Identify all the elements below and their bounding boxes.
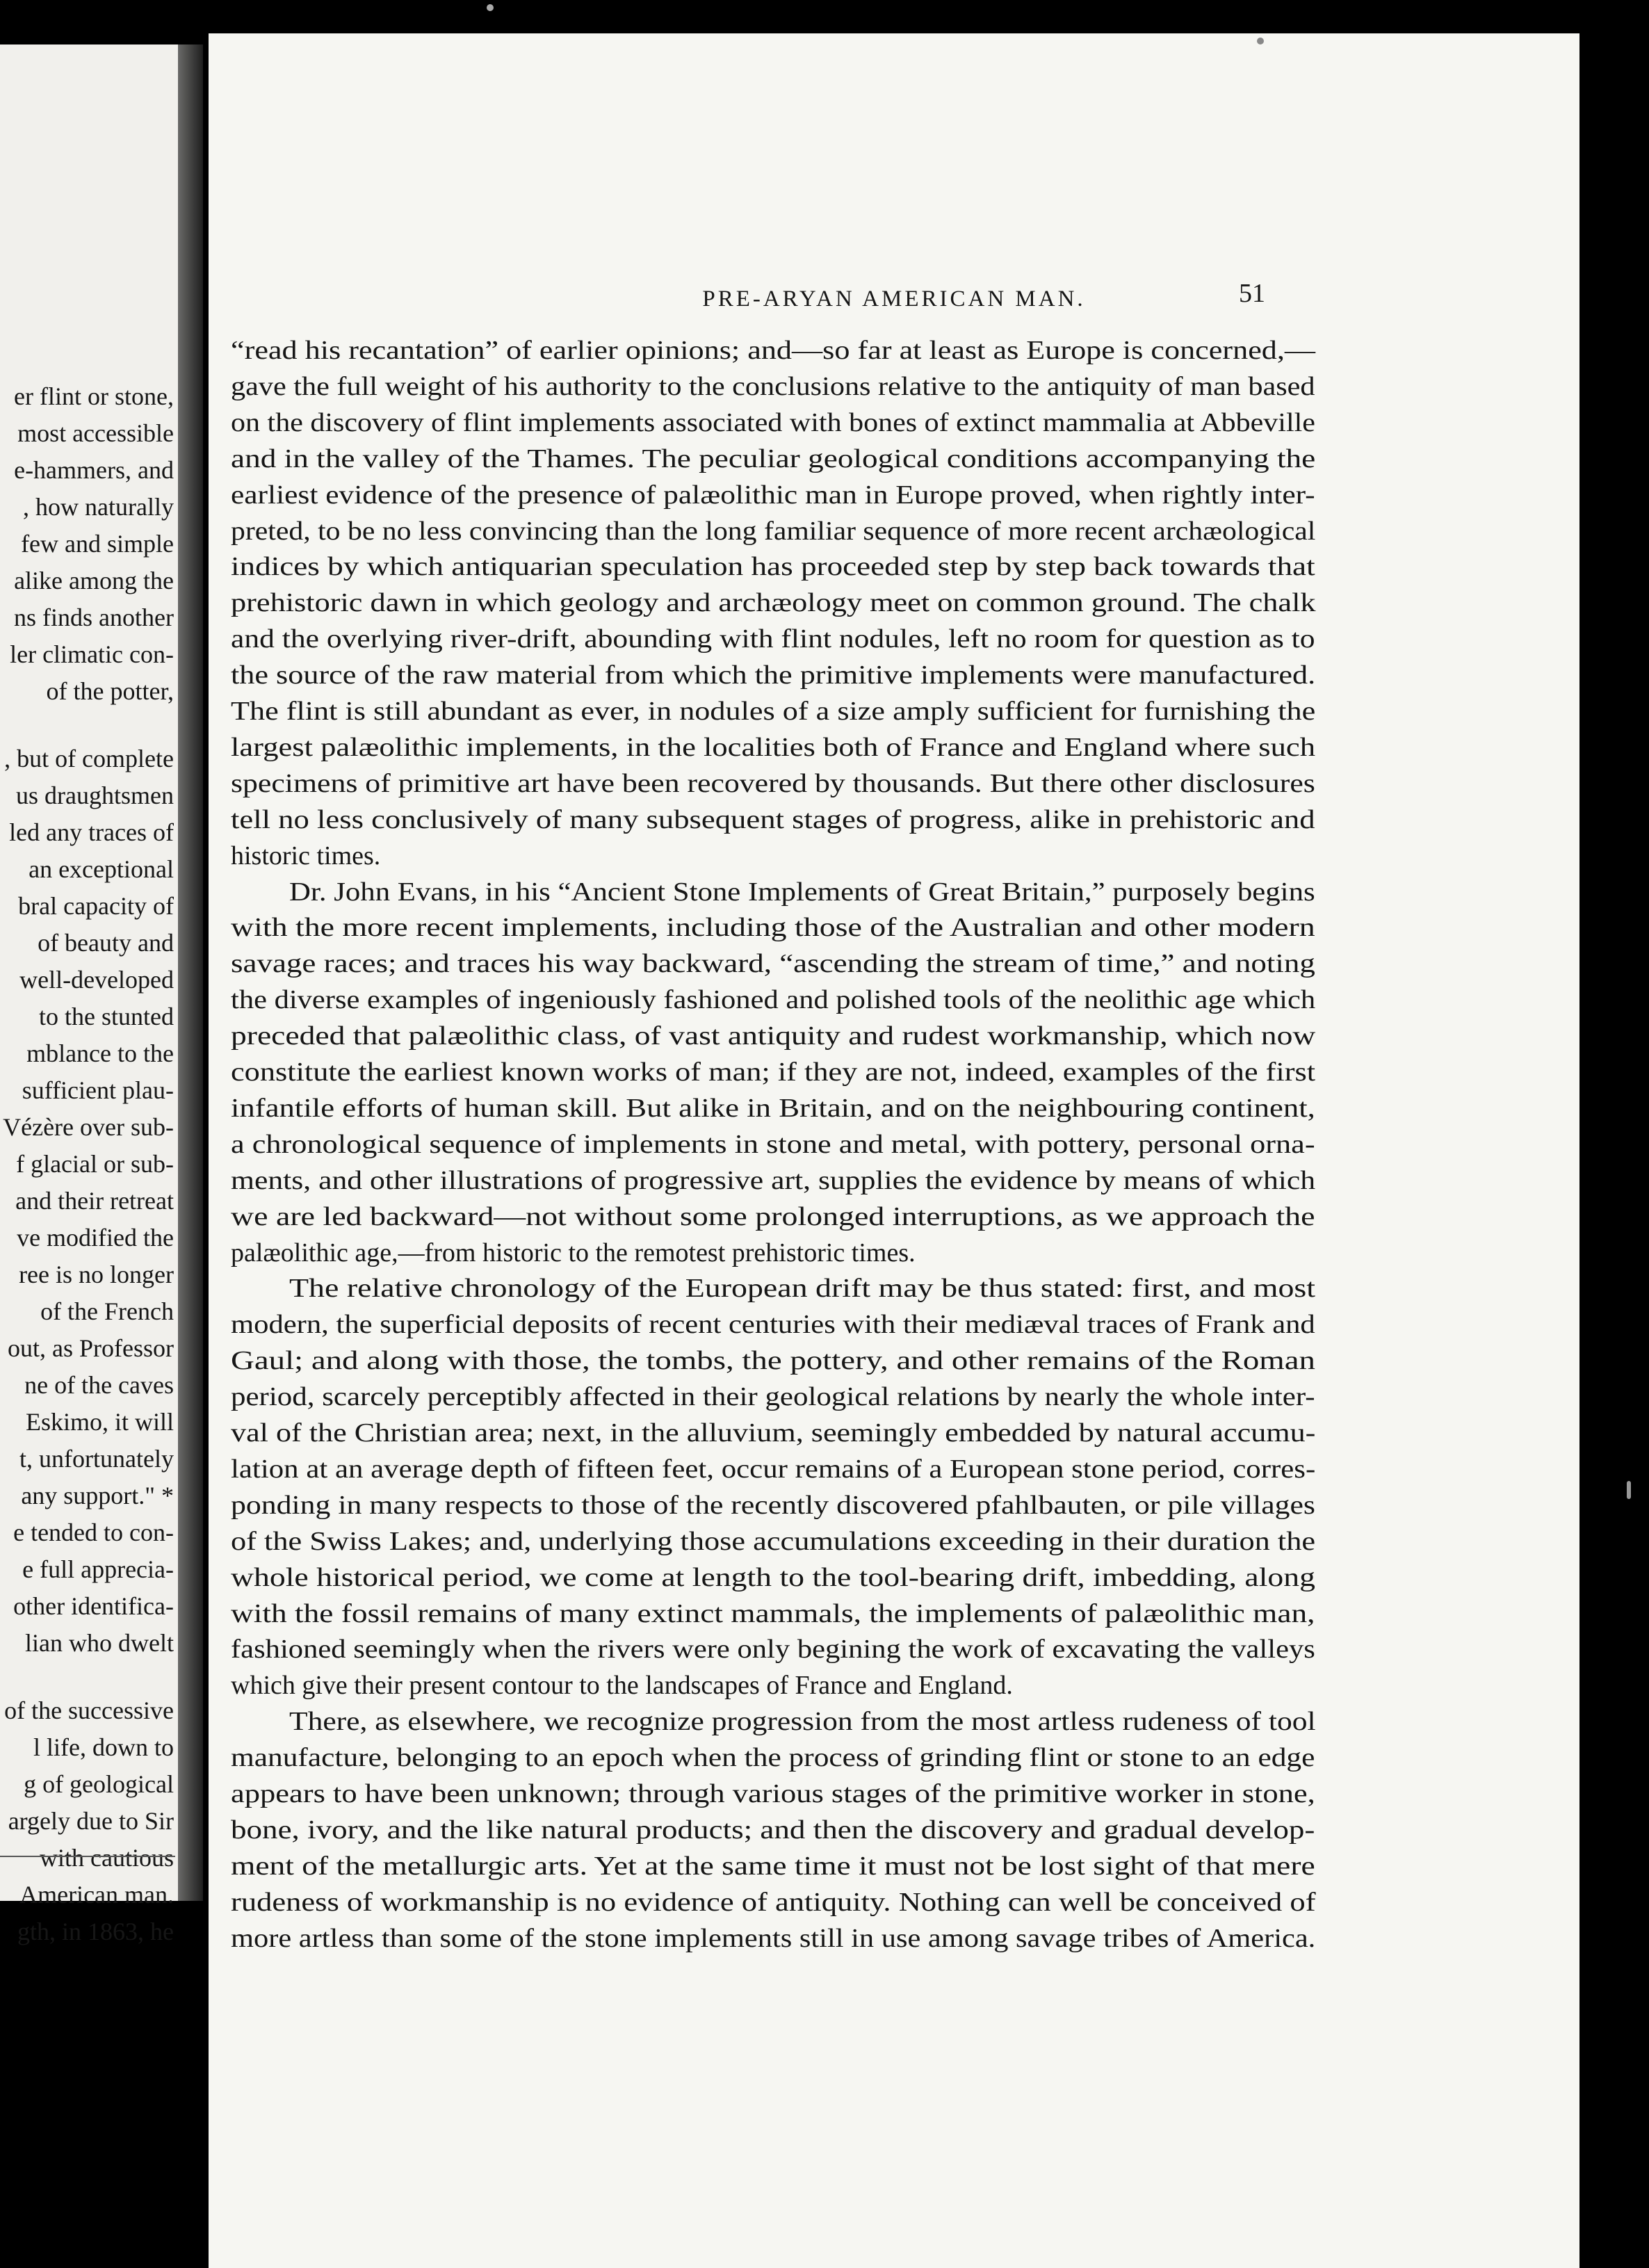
body-text-line: lation at an average depth of fifteen feet, occur remains of a European stone period, corres-: [231, 1454, 1316, 1484]
left-text-line: l life, down to: [33, 1733, 174, 1761]
body-text-line: historic times.: [231, 841, 381, 870]
left-text-line: out, as Professor: [8, 1334, 174, 1362]
body-text-line: ments, and other illustrations of progressive art, supplies the evidence by means of which: [231, 1165, 1316, 1195]
left-page-fragment: [0, 44, 181, 1945]
body-text-line: which give their present contour to the landscapes of France and England.: [231, 1671, 1013, 1701]
body-text-line: preted, to be no less convincing than the long familiar sequence of more recent archæological: [231, 516, 1316, 546]
left-text-line: an exceptional: [29, 855, 174, 883]
body-text-line: period, scarcely perceptibly affected in their geological relations by nearly the whole inter-: [231, 1382, 1315, 1412]
body-text-line: infantile efforts of human skill. But alike in Britain, and on the neighbouring continent,: [231, 1093, 1315, 1123]
body-text-line: The flint is still abundant as ever, in nodules of a size amply sufficient for furnishing the: [231, 697, 1316, 726]
left-text-line: ler climatic con-: [10, 640, 174, 668]
body-text-line: There, as elsewhere, we recognize progression from the most artless rudeness of tool: [289, 1707, 1316, 1737]
body-text-line: The relative chronology of the European drift may be thus stated: first, and most: [289, 1274, 1316, 1304]
left-text-line: to the stunted: [39, 1003, 174, 1030]
left-text-line: ne of the caves: [24, 1371, 174, 1399]
body-text-line: preceded that palæolithic class, of vast antiquity and rudest workmanship, which now: [231, 1021, 1316, 1051]
footnote-rule: [0, 1856, 175, 1857]
body-text-line: more artless than some of the stone implements still in use among savage tribes of America.: [231, 1923, 1316, 1953]
left-text-line: lian who dwelt: [25, 1629, 174, 1657]
left-text-line: bral capacity of: [18, 892, 174, 920]
body-text-line: of the Swiss Lakes; and, underlying those accumulations exceeding in their duration the: [231, 1526, 1316, 1556]
left-text-line: of beauty and: [38, 929, 174, 957]
left-text-line: well-developed: [19, 966, 174, 994]
body-text-line: appears to have been unknown; through various stages of the primitive worker in stone,: [231, 1779, 1315, 1808]
left-text-line: Vézère over sub-: [3, 1113, 174, 1141]
left-text-line: with cautious: [40, 1844, 174, 1872]
left-text-line: most accessible: [17, 419, 174, 447]
body-text-line: tell no less conclusively of many subsequent stages of progress, alike in prehistoric and: [231, 804, 1315, 834]
body-text-line: manufacture, belonging to an epoch when the process of grinding flint or stone to an edge: [231, 1743, 1315, 1773]
body-text-line: palæolithic age,—from historic to the remotest prehistoric times.: [231, 1238, 916, 1267]
left-text-line: , how naturally: [23, 493, 174, 521]
left-text-line: ve modified the: [17, 1224, 174, 1252]
left-text-line: gth, in 1863, he: [17, 1918, 174, 1945]
body-text-line: rudeness of workmanship is no evidence of antiquity. Nothing can well be conceived of: [231, 1887, 1316, 1917]
left-text-line: g of geological: [24, 1770, 174, 1798]
left-text-line: e-hammers, and: [14, 456, 174, 484]
body-text-line: whole historical period, we come at length to the tool-bearing drift, imbedding, along: [231, 1562, 1315, 1592]
body-text-line: we are led backward—not without some prolonged interruptions, as we approach the: [231, 1201, 1315, 1231]
body-text-line: indices by which antiquarian speculation has proceeded step by step back towards that: [231, 552, 1315, 582]
left-text-line: ree is no longer: [19, 1261, 174, 1288]
left-text-line: led any traces of: [9, 818, 174, 846]
left-text-line: Eskimo, it will: [25, 1408, 174, 1436]
left-text-line: argely due to Sir: [8, 1807, 174, 1835]
left-text-line: alike among the: [14, 567, 174, 594]
body-text-line: constitute the earliest known works of man; if they are not, indeed, examples of the first: [231, 1058, 1316, 1087]
left-text-line: American man.: [19, 1881, 174, 1909]
body-text-line: ponding in many respects to those of the recently discovered pfahlbauten, or pile villages: [231, 1490, 1315, 1520]
body-text-line: prehistoric dawn in which geology and archæology meet on common ground. The chalk: [231, 588, 1316, 618]
speck: [1257, 38, 1264, 44]
running-head: PRE-ARYAN AMERICAN MAN.: [702, 286, 1086, 311]
body-text-line: with the fossil remains of many extinct mammals, the implements of palæolithic man,: [231, 1598, 1315, 1628]
body-text-line: earliest evidence of the presence of palæolithic man in Europe proved, when rightly inter-: [231, 480, 1315, 510]
left-text-line: other identifica-: [13, 1592, 174, 1620]
page-number: 51: [1239, 279, 1265, 308]
left-text-line: and their retreat: [15, 1187, 174, 1215]
body-text-line: specimens of primitive art have been recovered by thousands. But there other disclosures: [231, 768, 1315, 798]
body-text-line: modern, the superficial deposits of recent centuries with their mediæval traces of Frank and: [231, 1310, 1315, 1340]
body-text-line: Gaul; and along with those, the tombs, the pottery, and other remains of the Roman: [231, 1346, 1315, 1376]
left-text-line: t, unfortunately: [19, 1445, 174, 1473]
body-text-line: gave the full weight of his authority to the conclusions relative to the antiquity of man based: [231, 371, 1315, 401]
left-text-line: sufficient plau-: [22, 1076, 174, 1104]
body-text-line: and in the valley of the Thames. The peculiar geological conditions accompanying the: [231, 444, 1316, 473]
left-text-line: mblance to the: [26, 1039, 174, 1067]
book-gutter: [178, 44, 203, 1901]
speck: [1627, 1481, 1631, 1499]
body-text-line: with the more recent implements, including those of the Australian and other modern: [231, 913, 1315, 943]
body-text-line: val of the Christian area; next, in the alluvium, seemingly embedded by natural accumu-: [231, 1418, 1316, 1448]
left-text-line: e tended to con-: [13, 1518, 174, 1546]
left-text-line: us draughtsmen: [16, 781, 174, 809]
body-text-line: ment of the metallurgic arts. Yet at the same time it must not be lost sight of that mere: [231, 1851, 1315, 1881]
body-text-line: on the discovery of flint implements associated with bones of extinct mammalia at Abbeville: [231, 407, 1315, 437]
left-text-line: any support." *: [21, 1482, 174, 1509]
left-text-line: , but of complete: [4, 745, 174, 772]
right-page: [209, 33, 1579, 2268]
left-text-line: er flint or stone,: [14, 382, 174, 410]
body-text-line: largest palæolithic implements, in the localities both of France and England where such: [231, 732, 1315, 762]
body-text-line: fashioned seemingly when the rivers were only begining the work of excavating the valleys: [231, 1635, 1315, 1664]
left-text-line: of the potter,: [46, 677, 174, 705]
body-text-line: the source of the raw material from which the primitive implements were manufactured.: [231, 661, 1316, 690]
body-text-line: the diverse examples of ingeniously fashioned and polished tools of the neolithic age which: [231, 985, 1316, 1015]
body-text-line: bone, ivory, and the like natural products; and then the discovery and gradual develop-: [231, 1815, 1315, 1845]
body-text-line: “read his recantation” of earlier opinions; and—so far at least as Europe is concerned,—: [231, 336, 1316, 365]
speck: [487, 4, 494, 11]
body-text-line: a chronological sequence of implements in stone and metal, with pottery, personal orna-: [231, 1129, 1315, 1159]
left-text-line: e full apprecia-: [22, 1555, 174, 1583]
left-text-line: f glacial or sub-: [16, 1150, 174, 1178]
left-text-line: of the French: [40, 1297, 174, 1325]
left-text-line: few and simple: [21, 530, 174, 558]
left-text-line: of the successive: [4, 1696, 174, 1724]
body-text-line: savage races; and traces his way backward, “ascending the stream of time,” and noting: [231, 949, 1315, 979]
body-text-line: and the overlying river-drift, abounding with flint nodules, left no room for question as to: [231, 624, 1315, 654]
body-text-line: Dr. John Evans, in his “Ancient Stone Implements of Great Britain,” purposely begins: [289, 877, 1315, 907]
left-text-line: ns finds another: [14, 604, 174, 631]
